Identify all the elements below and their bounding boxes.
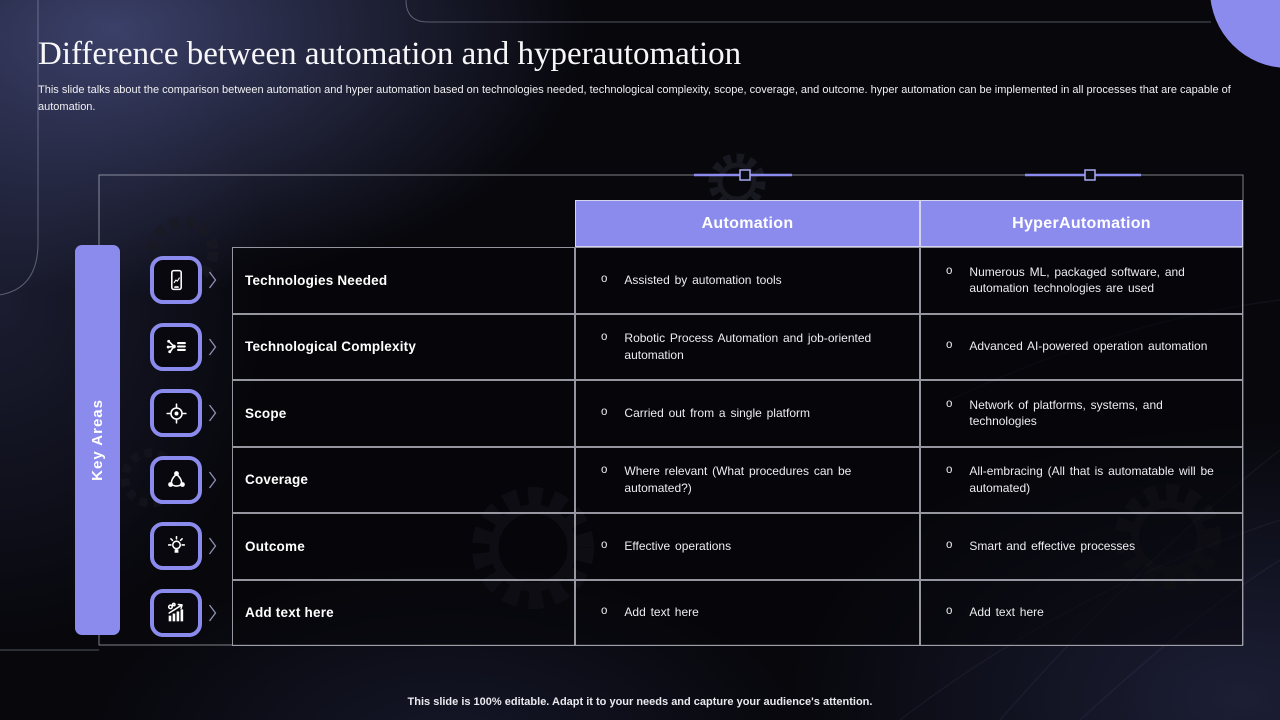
bullet-marker: o xyxy=(946,397,953,410)
key-areas-banner xyxy=(75,245,120,635)
cell-content xyxy=(946,538,1135,555)
bullet-marker: o xyxy=(601,538,608,551)
cell-text: Effective operations xyxy=(624,538,732,553)
cell-text: All-embracing (All that is automatable will be automated) xyxy=(969,464,1214,495)
selection-handles xyxy=(694,170,1141,180)
growth-icon xyxy=(150,589,202,637)
bullet-marker: o xyxy=(601,605,608,618)
cell-text: Numerous ML, packaged software, and automation technologies are used xyxy=(969,264,1185,296)
icon-row xyxy=(150,513,230,580)
bullet-marker: o xyxy=(946,464,953,477)
automation-cell[interactable] xyxy=(575,580,920,647)
cell-content xyxy=(601,330,907,363)
icon-row xyxy=(150,447,230,514)
automation-cell xyxy=(575,314,920,381)
chevron-right-icon xyxy=(207,470,218,490)
cell-text: Add text here xyxy=(624,605,699,620)
row-label: Scope xyxy=(245,405,287,421)
page-title: Difference between automation and hyperautomation xyxy=(38,36,742,72)
cell-text: Smart and effective processes xyxy=(969,538,1136,553)
bullet-marker: o xyxy=(601,331,608,344)
network-icon xyxy=(150,323,202,371)
row-label-cell xyxy=(232,380,575,447)
cell-content xyxy=(601,405,810,422)
hyperautomation-cell xyxy=(920,314,1243,381)
cell-content xyxy=(946,463,1230,496)
cell-text: Network of platforms, systems, and technologies xyxy=(969,397,1163,429)
cell-text: Add text here xyxy=(969,605,1044,620)
cell-content xyxy=(946,338,1207,355)
slide-description: This slide talks about the comparison between automation and hyper automation based on technologies needed, technological complexity, scope, coverage, and outcome. hyper automation can be implemented in all processes that are capable of automation. xyxy=(38,84,1231,113)
cell-content xyxy=(946,604,1044,621)
row-label-cell xyxy=(232,513,575,580)
row-label: Add text here xyxy=(245,605,334,621)
automation-cell xyxy=(575,513,920,580)
row-label: Technological Complexity xyxy=(245,339,417,355)
hyperautomation-cell xyxy=(920,247,1243,314)
row-label-cell xyxy=(232,314,575,381)
empty-header-cell xyxy=(232,200,575,247)
key-areas-label: Key Areas xyxy=(89,399,106,481)
row-label: Technologies Needed xyxy=(245,272,388,288)
bullet-marker: o xyxy=(601,405,608,418)
chevron-right-icon xyxy=(207,603,218,623)
cell-text: Carried out from a single platform xyxy=(624,405,810,420)
hyperautomation-cell xyxy=(920,447,1243,514)
hyperautomation-cell xyxy=(920,380,1243,447)
cell-content xyxy=(601,538,731,555)
chevron-right-icon xyxy=(207,536,218,556)
hyperautomation-cell xyxy=(920,513,1243,580)
cell-content xyxy=(601,463,907,496)
row-label-cell xyxy=(232,447,575,514)
bullet-marker: o xyxy=(946,264,953,277)
icon-row xyxy=(150,580,230,647)
target-icon xyxy=(150,389,202,437)
mobile-icon xyxy=(150,256,202,304)
icon-row xyxy=(150,247,230,314)
bullet-marker: o xyxy=(946,605,953,618)
automation-cell xyxy=(575,380,920,447)
bullet-marker: o xyxy=(946,538,953,551)
hyperautomation-column-header: HyperAutomation xyxy=(920,200,1243,247)
row-label: Outcome xyxy=(245,538,305,554)
cell-content xyxy=(946,264,1230,297)
corner-accent-circle xyxy=(1210,0,1280,68)
icon-row xyxy=(150,314,230,381)
comparison-table xyxy=(232,200,1243,646)
bullet-marker: o xyxy=(601,464,608,477)
bullet-marker: o xyxy=(601,272,608,285)
automation-column-header: Automation xyxy=(575,200,920,247)
cell-content xyxy=(601,604,699,621)
share-icon xyxy=(150,456,202,504)
cell-text: Where relevant (What procedures can be automated?) xyxy=(624,464,852,495)
chevron-right-icon xyxy=(207,337,218,357)
icon-rail xyxy=(150,247,230,646)
chevron-right-icon xyxy=(207,270,218,290)
hyperautomation-cell[interactable] xyxy=(920,580,1243,647)
cell-text: Assisted by automation tools xyxy=(624,272,782,287)
icon-row xyxy=(150,380,230,447)
cell-text: Advanced AI-powered operation automation xyxy=(969,339,1208,354)
bullet-marker: o xyxy=(946,339,953,352)
cell-content xyxy=(601,272,782,289)
chevron-right-icon xyxy=(207,403,218,423)
row-label-cell xyxy=(232,580,575,647)
automation-cell xyxy=(575,247,920,314)
automation-cell xyxy=(575,447,920,514)
footer-note: This slide is 100% editable. Adapt it to your needs and capture your audience's attention. xyxy=(407,696,873,708)
row-label-cell xyxy=(232,247,575,314)
idea-icon xyxy=(150,522,202,570)
row-label: Coverage xyxy=(245,472,309,488)
cell-text: Robotic Process Automation and job-oriented automation xyxy=(624,331,872,362)
cell-content xyxy=(946,397,1230,430)
